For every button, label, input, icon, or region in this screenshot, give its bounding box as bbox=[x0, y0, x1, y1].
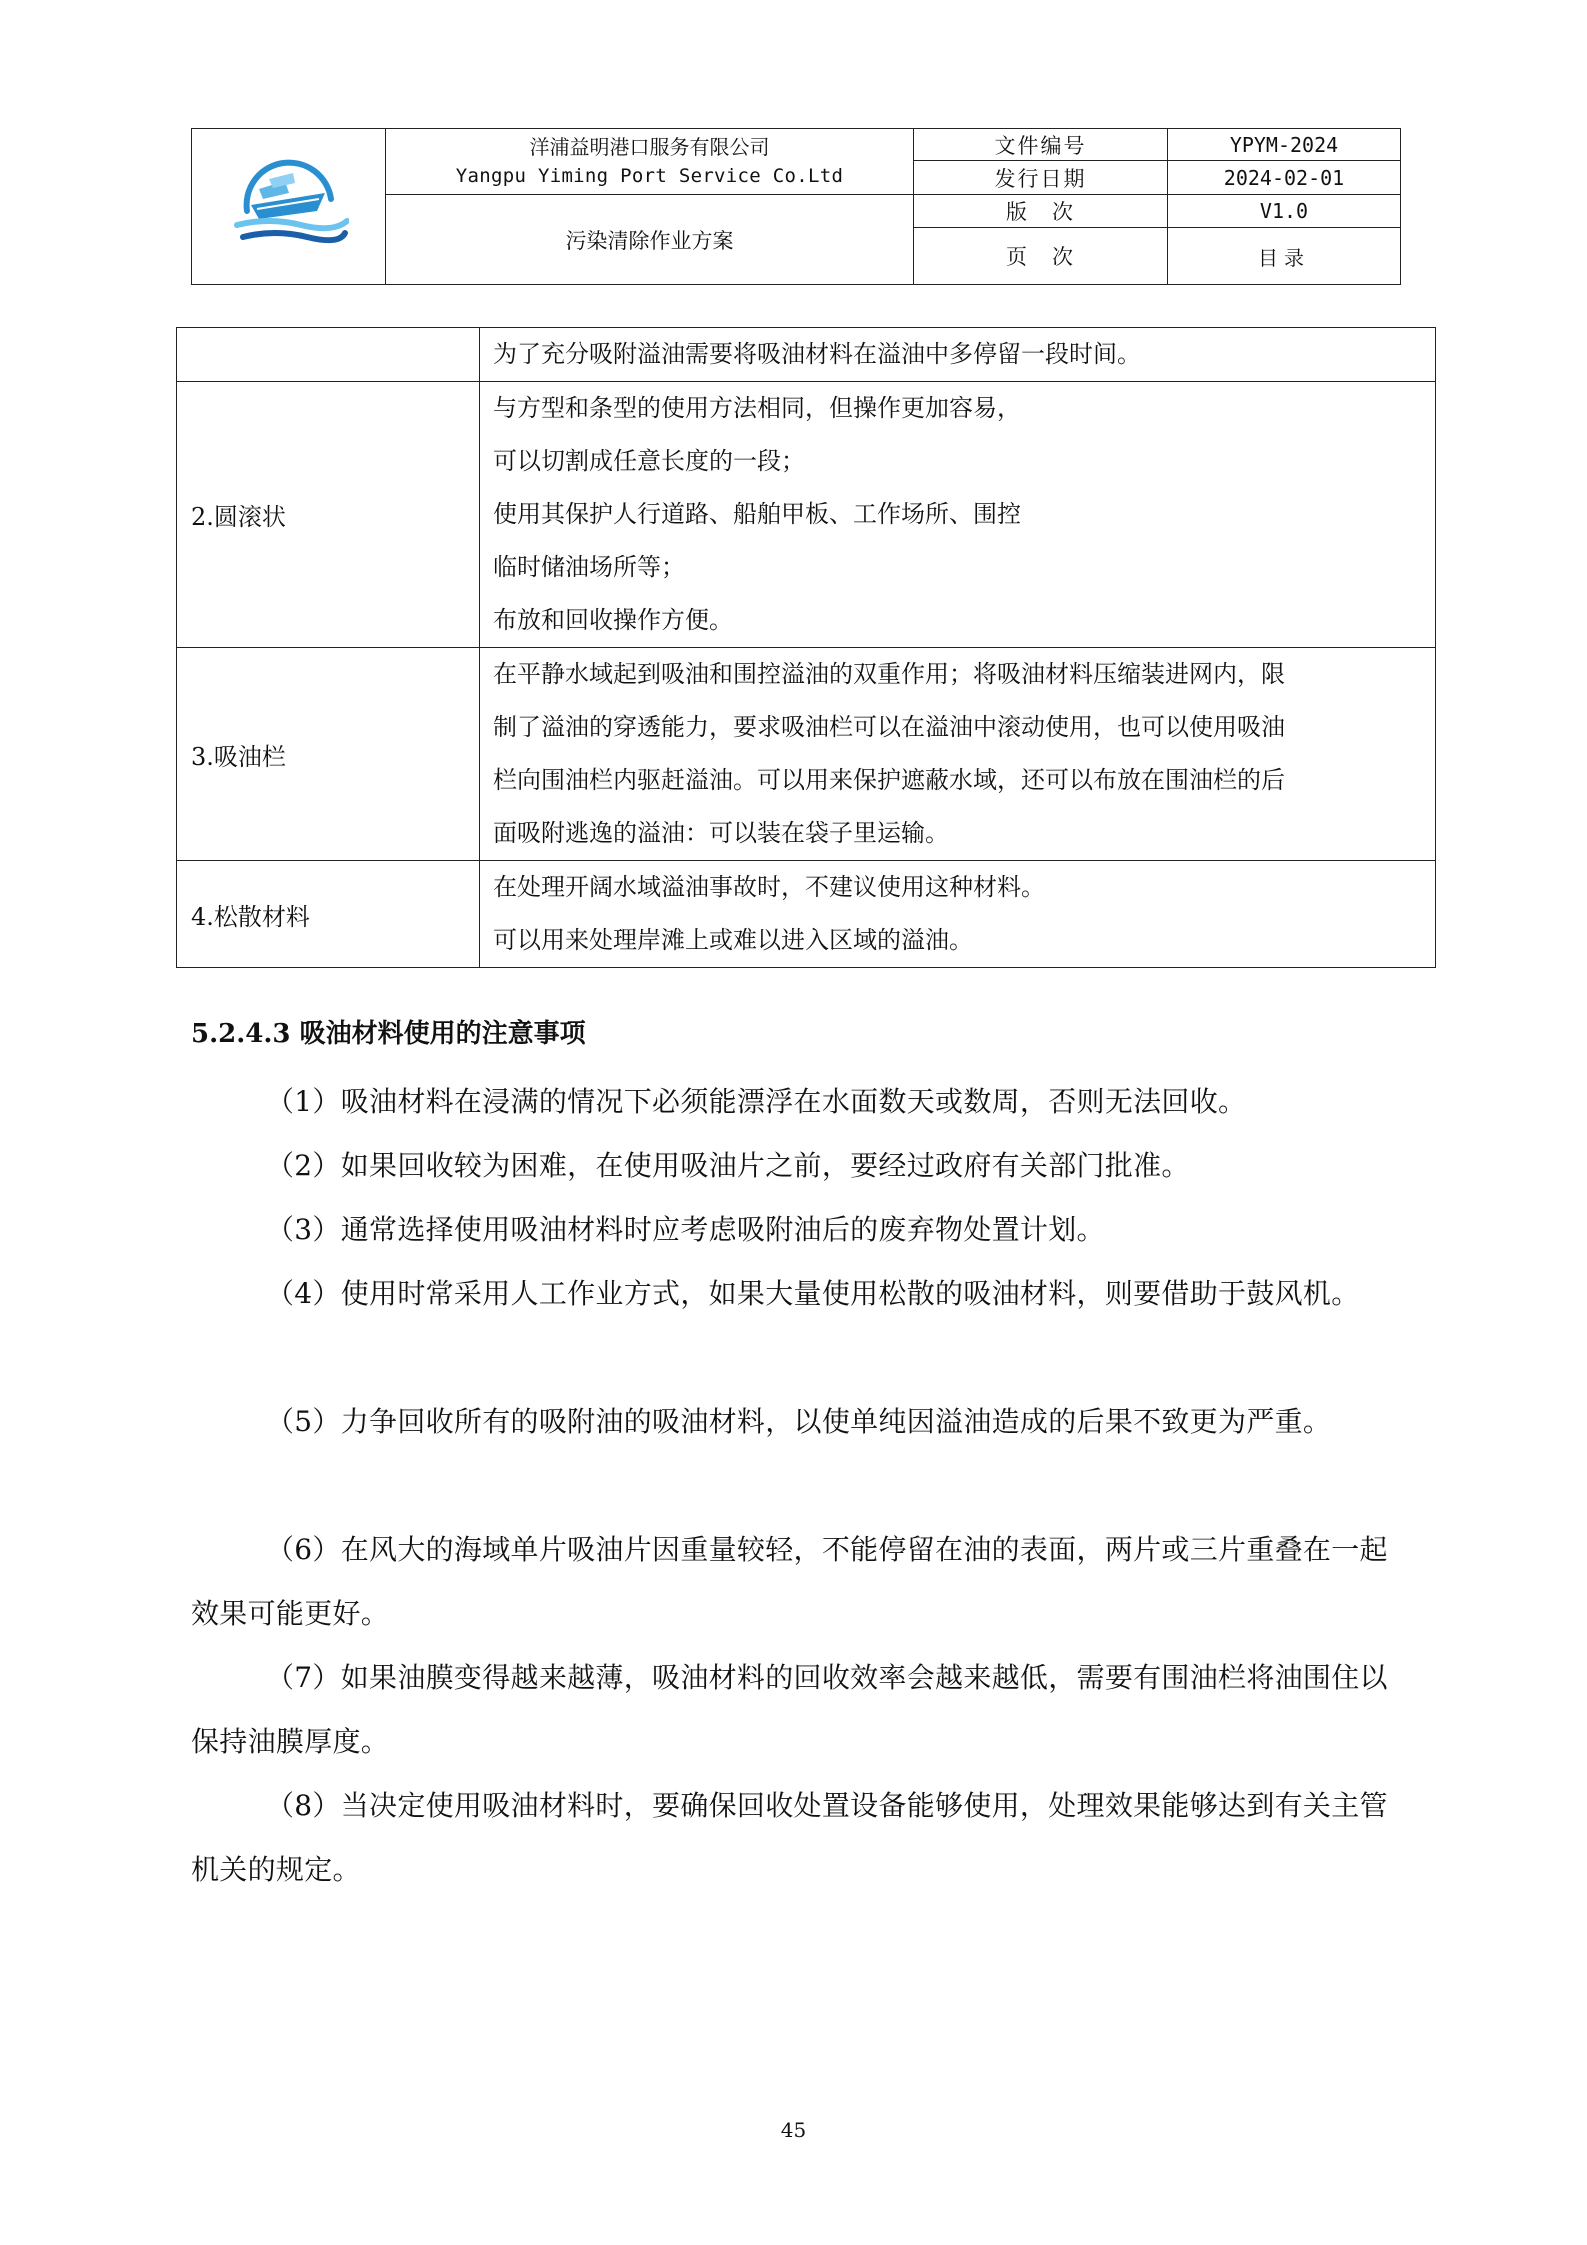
meta-value: 目录 bbox=[1258, 245, 1310, 270]
table-row bbox=[177, 328, 1436, 382]
table-row bbox=[177, 382, 1436, 648]
content-line: 在平静水域起到吸油和围控溢油的双重作用；将吸油材料压缩装进网内，限 bbox=[493, 660, 1285, 688]
row-label: 2.圆滚状 bbox=[177, 382, 480, 648]
logo-cell bbox=[192, 129, 386, 284]
meta-label: 发行日期 bbox=[914, 161, 1168, 194]
row-label bbox=[177, 328, 480, 382]
row-content bbox=[480, 382, 1436, 648]
row-content bbox=[480, 328, 1436, 382]
note-item-7: （7）如果油膜变得越来越薄，吸油材料的回收效率会越来越低，需要有围油栏将油围住以保持油膜厚度。 bbox=[191, 1661, 1388, 1758]
company-name-en: Yangpu Yiming Port Service Co.Ltd bbox=[455, 165, 844, 187]
note-item-6: （6）在风大的海域单片吸油片因重量较轻，不能停留在油的表面，两片或三片重叠在一起效果可能更好。 bbox=[191, 1533, 1388, 1630]
document-meta bbox=[914, 129, 1400, 284]
content-line: 临时储油场所等； bbox=[493, 553, 685, 581]
content-line: 可以用来处理岸滩上或难以进入区域的溢油。 bbox=[493, 926, 973, 954]
note-item-1: （1）吸油材料在浸满的情况下必须能漂浮在水面数天或数周，否则无法回收。 bbox=[266, 1085, 1247, 1118]
meta-value: V1.0 bbox=[1259, 199, 1309, 223]
company-name-cell bbox=[386, 129, 914, 195]
document-header bbox=[191, 128, 1401, 285]
row-label: 3.吸油栏 bbox=[177, 648, 480, 861]
meta-value: 2024-02-01 bbox=[1223, 165, 1345, 190]
meta-row-version bbox=[914, 195, 1400, 228]
row-content bbox=[480, 861, 1436, 968]
sorbent-materials-table bbox=[176, 327, 1436, 968]
table-row bbox=[177, 648, 1436, 861]
content-line: 面吸附逃逸的溢油：可以装在袋子里运输。 bbox=[493, 819, 949, 847]
content-line: 栏向围油栏内驱赶溢油。可以用来保护遮蔽水域，还可以布放在围油栏的后 bbox=[493, 766, 1285, 794]
meta-label: 版 次 bbox=[914, 195, 1168, 227]
row-content bbox=[480, 648, 1436, 861]
table-row bbox=[177, 861, 1436, 968]
content-line: 与方型和条型的使用方法相同，但操作更加容易， bbox=[493, 394, 1021, 422]
meta-row-page bbox=[914, 228, 1400, 284]
content-line: 为了充分吸附溢油需要将吸油材料在溢油中多停留一段时间。 bbox=[493, 340, 1141, 368]
section-heading: 5.2.4.3 吸油材料使用的注意事项 bbox=[191, 1019, 586, 1049]
row-label: 4.松散材料 bbox=[177, 861, 480, 968]
meta-label: 文件编号 bbox=[914, 129, 1168, 160]
company-name-cn: 洋浦益明港口服务有限公司 bbox=[529, 135, 770, 159]
meta-label: 页 次 bbox=[914, 228, 1168, 284]
content-line: 布放和回收操作方便。 bbox=[493, 606, 733, 634]
ship-logo-icon bbox=[229, 159, 349, 254]
content-line: 在处理开阔水域溢油事故时，不建议使用这种材料。 bbox=[493, 873, 1045, 901]
note-item-2: （2）如果回收较为困难，在使用吸油片之前，要经过政府有关部门批准。 bbox=[266, 1149, 1190, 1182]
content-line: 制了溢油的穿透能力，要求吸油栏可以在溢油中滚动使用，也可以使用吸油 bbox=[493, 713, 1285, 741]
content-line: 使用其保护人行道路、船舶甲板、工作场所、围控 bbox=[493, 500, 1021, 528]
note-item-4: （4）使用时常采用人工作业方式，如果大量使用松散的吸油材料，则要借助于鼓风机。 bbox=[266, 1277, 1360, 1310]
note-item-3: （3）通常选择使用吸油材料时应考虑吸附油后的废弃物处置计划。 bbox=[266, 1213, 1105, 1246]
page-number: 45 bbox=[780, 2118, 807, 2142]
meta-row-issue-date bbox=[914, 161, 1400, 195]
note-item-5: （5）力争回收所有的吸附油的吸油材料，以使单纯因溢油造成的后果不致更为严重。 bbox=[266, 1405, 1332, 1438]
note-item-8: （8）当决定使用吸油材料时，要确保回收处置设备能够使用，处理效果能够达到有关主管机关的规定。 bbox=[191, 1789, 1388, 1886]
meta-value: YPYM-2024 bbox=[1229, 132, 1339, 157]
meta-row-file-number bbox=[914, 129, 1400, 161]
content-line: 可以切割成任意长度的一段； bbox=[493, 447, 805, 475]
document-title: 污染清除作业方案 bbox=[386, 195, 914, 284]
